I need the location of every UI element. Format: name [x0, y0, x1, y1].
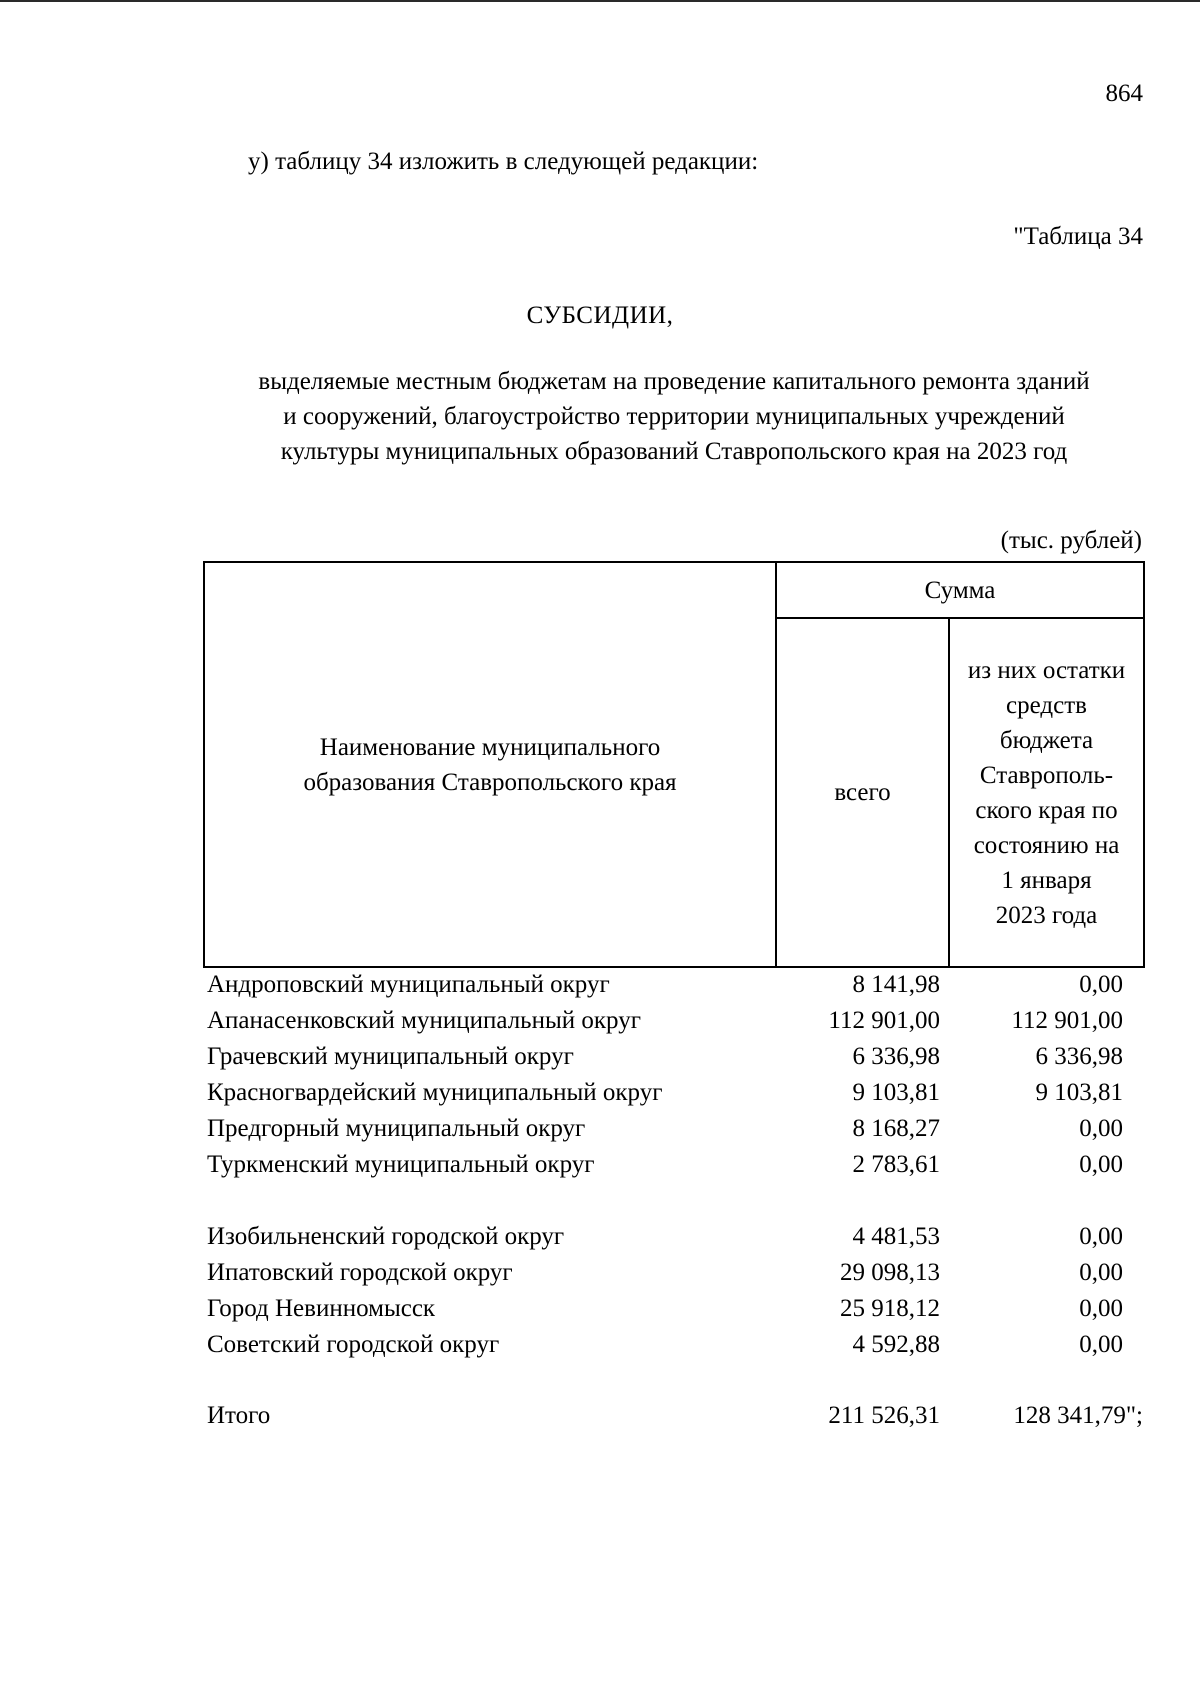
header-name-line: образования Ставропольского края	[303, 768, 677, 796]
amount-remainder: 112 901,00	[1011, 1007, 1123, 1034]
page-number: 864	[1105, 80, 1143, 107]
header-name-cell	[205, 563, 777, 966]
table-row	[0, 1147, 1200, 1183]
table-label: "Таблица 34	[1013, 223, 1143, 250]
amount-total: 2 783,61	[852, 1151, 940, 1178]
table-row	[0, 1039, 1200, 1075]
table-row	[0, 967, 1200, 1003]
municipality-name: Ипатовский городской округ	[207, 1259, 513, 1286]
amount-remainder: 6 336,98	[1035, 1043, 1123, 1070]
amendment-instruction: у) таблицу 34 изложить в следующей редакции:	[248, 148, 759, 175]
municipality-name: Красногвардейский муниципальный округ	[207, 1079, 663, 1106]
table-row	[0, 1075, 1200, 1111]
amount-remainder: 0,00	[1079, 1259, 1123, 1286]
municipality-name: Изобильненский городской округ	[207, 1223, 565, 1250]
municipality-name: Грачевский муниципальный округ	[207, 1043, 574, 1070]
amount-remainder: 0,00	[1079, 1295, 1123, 1322]
document-subtitle	[204, 364, 1144, 469]
subtitle-line: выделяемые местным бюджетам на проведение капитального ремонта зданий	[258, 368, 1090, 395]
total-label: Итого	[207, 1402, 271, 1429]
municipality-name: Советский городской округ	[207, 1331, 500, 1358]
header-remainder-line: из них остатки	[967, 656, 1126, 684]
header-total-cell: всего	[777, 619, 950, 966]
amount-total: 112 901,00	[828, 1007, 940, 1034]
amount-remainder: 0,00	[1079, 1331, 1123, 1358]
amount-total: 8 141,98	[852, 971, 940, 998]
subtitle-line: культуры муниципальных образований Ставропольского края на 2023 год	[280, 438, 1068, 465]
table-row	[0, 1291, 1200, 1327]
table-header	[203, 561, 1145, 968]
municipality-name: Апанасенковский муниципальный округ	[207, 1007, 641, 1034]
table-row	[0, 1111, 1200, 1147]
units-note: (тыс. рублей)	[1000, 527, 1142, 554]
subtitle-line: и сооружений, благоустройство территории муниципальных учреждений	[283, 403, 1065, 430]
table-row	[0, 1219, 1200, 1255]
header-remainder-line: бюджета	[999, 726, 1094, 754]
header-name-line: Наименование муниципального	[319, 733, 661, 761]
document-title: СУБСИДИИ,	[526, 302, 674, 329]
amount-total: 4 481,53	[852, 1223, 940, 1250]
amount-total: 29 098,13	[840, 1259, 940, 1286]
amount-remainder: 0,00	[1079, 1115, 1123, 1142]
municipality-name: Андроповский муниципальный округ	[207, 971, 610, 998]
header-remainder-line: средств	[1006, 691, 1087, 719]
amount-remainder: 0,00	[1079, 1223, 1123, 1250]
table-row	[0, 1003, 1200, 1039]
header-sum-cell: Сумма	[777, 563, 1143, 619]
amount-total: 8 168,27	[852, 1115, 940, 1142]
table-row	[0, 1255, 1200, 1291]
total-row	[0, 1398, 1200, 1434]
municipality-name: Город Невинномысск	[207, 1295, 436, 1322]
header-remainder-line: Ставрополь-	[979, 761, 1114, 789]
header-remainder-line: 1 января	[1001, 866, 1092, 894]
table-row	[0, 1327, 1200, 1363]
amount-total: 6 336,98	[852, 1043, 940, 1070]
amount-remainder: 0,00	[1079, 971, 1123, 998]
grand-total: 211 526,31	[828, 1402, 940, 1429]
amount-total: 25 918,12	[840, 1295, 940, 1322]
amount-remainder: 0,00	[1079, 1151, 1123, 1178]
amount-total: 9 103,81	[852, 1079, 940, 1106]
page-top-edge	[0, 0, 1200, 2]
amount-remainder: 9 103,81	[1035, 1079, 1123, 1106]
municipality-name: Туркменский муниципальный округ	[207, 1151, 595, 1178]
grand-total-remainder: 128 341,79";	[1013, 1402, 1143, 1429]
header-remainder-line: 2023 года	[995, 901, 1098, 929]
header-remainder-line: состоянию на	[973, 831, 1120, 859]
header-remainder-cell	[950, 619, 1143, 966]
header-remainder-line: ского края по	[975, 796, 1118, 824]
amount-total: 4 592,88	[852, 1331, 940, 1358]
municipality-name: Предгорный муниципальный округ	[207, 1115, 586, 1142]
